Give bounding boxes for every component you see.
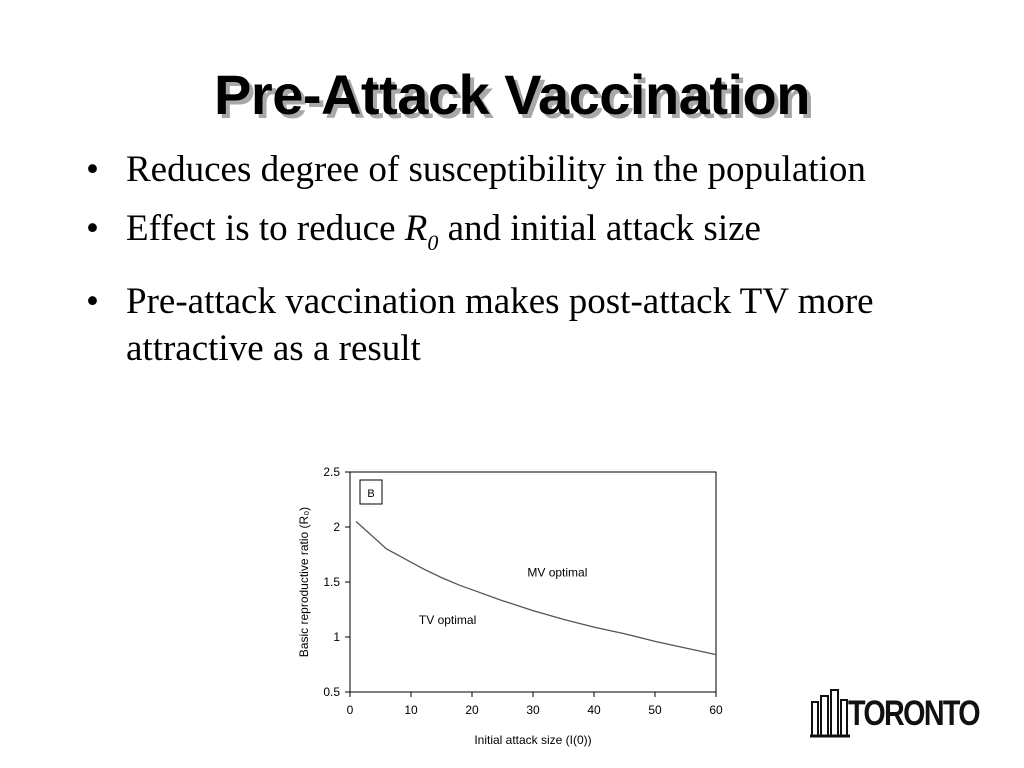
x-tick-label: 20 <box>465 703 479 717</box>
y-axis-label: Basic reproductive ratio (R₀) <box>297 506 311 658</box>
chart-svg <box>290 460 740 760</box>
region-annotation: MV optimal <box>527 565 588 580</box>
bullet-item <box>86 146 986 193</box>
plot-frame <box>350 472 716 692</box>
series-line <box>356 522 716 655</box>
r-variable: R <box>404 208 428 249</box>
y-tick-label: 1.5 <box>323 575 340 589</box>
r-subscript: 0 <box>427 230 439 255</box>
y-tick-label: 2 <box>333 520 340 534</box>
y-tick-label: 0.5 <box>323 685 340 699</box>
x-axis-label: Initial attack size (I(0)) <box>474 733 592 747</box>
region-annotation: TV optimal <box>418 612 477 627</box>
bullet-text-before: Effect is to reduce <box>126 208 405 249</box>
x-tick-label: 60 <box>709 703 723 717</box>
bullet-item <box>86 278 986 372</box>
panel-label: B <box>367 488 375 500</box>
chart <box>290 460 740 760</box>
bullet-dot: • <box>86 281 99 322</box>
slide-title: Pre-Attack Vaccination <box>214 63 810 126</box>
x-tick-label: 40 <box>587 703 601 717</box>
bullet-text: Reduces degree of susceptibility in the population <box>126 149 866 190</box>
bullet-dot: • <box>86 149 99 190</box>
logo-text: TORONTO <box>848 694 979 733</box>
x-tick-label: 0 <box>346 703 354 717</box>
toronto-logo <box>810 688 979 744</box>
y-tick-label: 1 <box>333 630 340 644</box>
bullet-dot: • <box>86 208 99 249</box>
bullet-list <box>86 146 986 384</box>
city-skyline-icon <box>810 688 850 744</box>
y-tick-label: 2.5 <box>323 465 340 479</box>
x-tick-label: 50 <box>648 703 662 717</box>
x-tick-label: 30 <box>526 703 540 717</box>
bullet-text: Pre-attack vaccination makes post-attack TV more attractive as a result <box>126 281 874 369</box>
bullet-text-after: and initial attack size <box>438 208 761 249</box>
bullet-item <box>86 205 986 266</box>
x-tick-label: 10 <box>404 703 418 717</box>
